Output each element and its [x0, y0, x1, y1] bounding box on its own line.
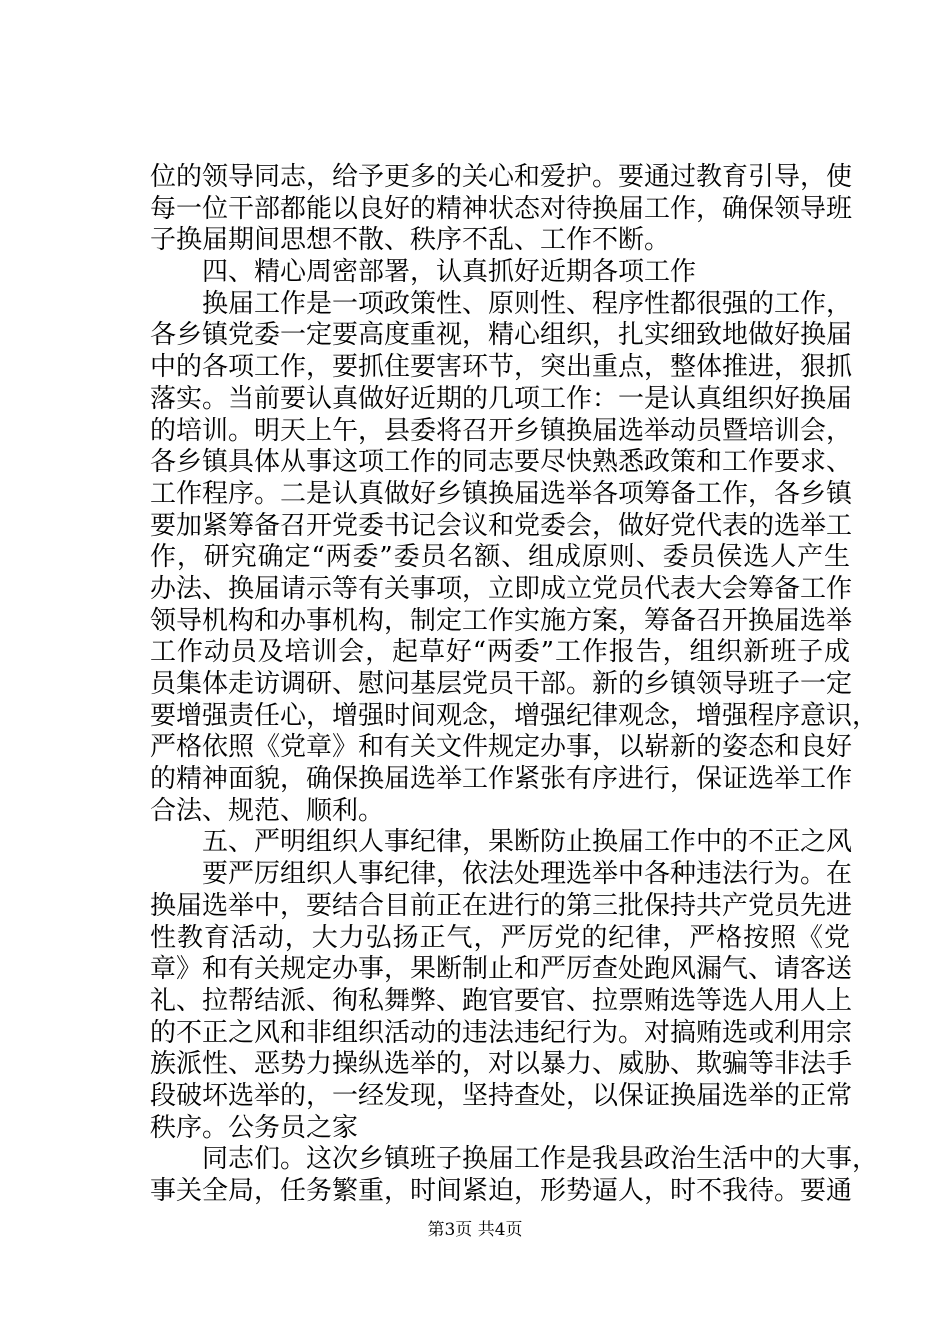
text-line: 事关全局，任务繁重，时间紧迫，形势逼人，时不我待。要通 [150, 1176, 853, 1206]
text-line: 要严厉组织人事纪律，依法处理选举中各种违法行为。在 [150, 859, 853, 890]
text-line: 子换届期间思想不散、秩序不乱、工作不断。 [150, 225, 671, 256]
text-line: 合法、规范、顺利。 [150, 795, 385, 826]
text-line: 办法、换届请示等有关事项，立即成立党员代表大会筹备工作 [150, 573, 853, 604]
page-footer: 第3页 共4页 [427, 1220, 523, 1240]
text-line: 工作动员及培训会，起草好“两委”工作报告，组织新班子成 [150, 637, 850, 668]
text-line: 落实。当前要认真做好近期的几项工作：一是认真组织好换届 [150, 383, 853, 414]
text-line: 要增强责任心，增强时间观念，增强纪律观念，增强程序意识， [150, 700, 879, 731]
text-line: 同志们。这次乡镇班子换届工作是我县政治生活中的大事， [150, 1144, 879, 1175]
text-line: 段破坏选举的，一经发现，坚持查处，以保证换届选举的正常 [150, 1080, 853, 1111]
text-line: 族派性、恶势力操纵选举的，对以暴力、威胁、欺骗等非法手 [150, 1049, 853, 1080]
text-line: 要加紧筹备召开党委书记会议和党委会，做好党代表的选举工 [150, 510, 853, 541]
text-line: 每一位干部都能以良好的精神状态对待换届工作，确保领导班 [150, 193, 853, 224]
section-heading-line: 四、精心周密部署，认真抓好近期各项工作 [150, 257, 697, 288]
text-line: 员集体走访调研、慰问基层党员干部。新的乡镇领导班子一定 [150, 669, 853, 699]
text-line: 的培训。明天上午，县委将召开乡镇换届选举动员暨培训会， [150, 415, 853, 446]
document-body [150, 162, 879, 1208]
text-line: 各乡镇党委一定要高度重视，精心组织，扎实细致地做好换届 [150, 320, 853, 351]
section-heading-line: 五、严明组织人事纪律，果断防止换届工作中的不正之风 [150, 827, 853, 858]
text-line: 换届工作是一项政策性、原则性、程序性都很强的工作， [150, 288, 853, 319]
text-line: 中的各项工作，要抓住要害环节，突出重点，整体推进，狠抓 [150, 352, 853, 383]
text-line: 各乡镇具体从事这项工作的同志要尽快熟悉政策和工作要求、 [150, 447, 853, 478]
text-line: 作，研究确定“两委”委员名额、组成原则、委员侯选人产生 [150, 542, 850, 573]
text-line: 换届选举中，要结合目前正在进行的第三批保持共产党员先进 [150, 890, 853, 921]
text-line: 秩序。公务员之家 [150, 1112, 359, 1143]
text-line: 位的领导同志，给予更多的关心和爱护。要通过教育引导，使 [150, 162, 853, 192]
text-line: 的不正之风和非组织活动的违法违纪行为。对搞贿选或利用宗 [150, 1017, 853, 1048]
text-line: 性教育活动，大力弘扬正气，严厉党的纪律，严格按照《党 [150, 922, 850, 953]
text-line: 领导机构和办事机构，制定工作实施方案，筹备召开换届选举 [150, 605, 853, 636]
text-line: 严格依照《党章》和有关文件规定办事，以崭新的姿态和良好 [150, 732, 853, 763]
text-line: 礼、拉帮结派、徇私舞弊、跑官要官、拉票贿选等选人用人上 [150, 985, 853, 1016]
text-line: 的精神面貌，确保换届选举工作紧张有序进行，保证选举工作 [150, 764, 853, 795]
text-line: 工作程序。二是认真做好乡镇换届选举各项筹备工作，各乡镇 [150, 478, 853, 509]
text-line: 章》和有关规定办事，果断制止和严厉查处跑风漏气、请客送 [150, 954, 853, 985]
